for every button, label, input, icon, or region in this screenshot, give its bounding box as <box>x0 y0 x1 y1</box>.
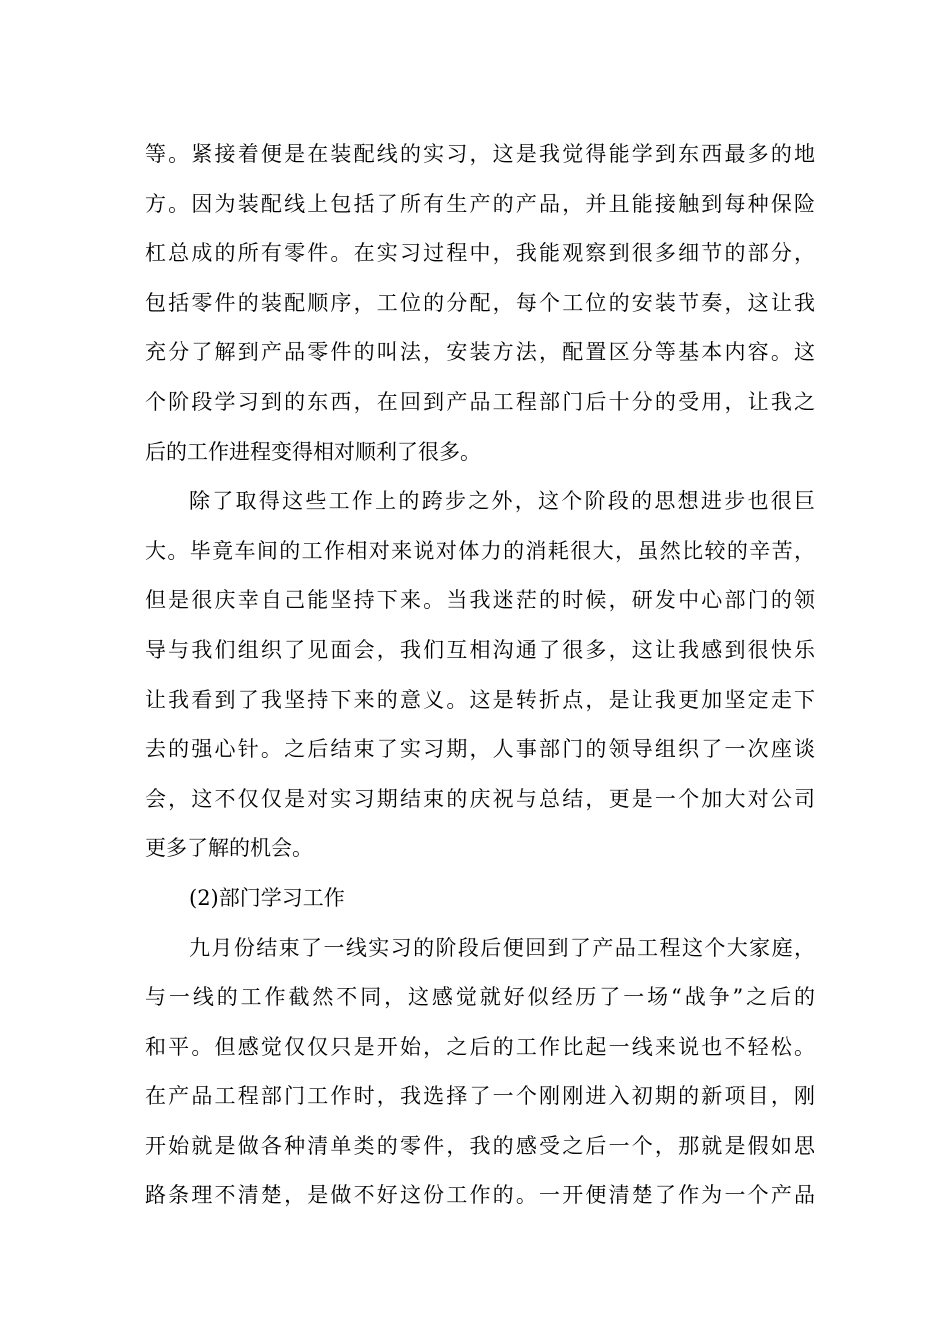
text-line: 去的强心针。之后结束了实习期，人事部门的领导组织了一次座谈 <box>145 737 815 762</box>
text-line: 后的工作进程变得相对顺利了很多。 <box>145 439 481 464</box>
text-line: 杠总成的所有零件。在实习过程中，我能观察到很多细节的部分， <box>145 241 815 266</box>
text-line: 等。紧接着便是在装配线的实习，这是我觉得能学到东西最多的地 <box>145 142 815 166</box>
text-line: 和平。但感觉仅仅只是开始，之后的工作比起一线来说也不轻松。 <box>145 1034 815 1059</box>
section-heading: (2)部门学习工作 <box>189 885 345 910</box>
paragraph-first-line: 除了取得这些工作上的跨步之外，这个阶段的思想进步也很巨 <box>189 489 815 514</box>
text-line: 但是很庆幸自己能坚持下来。当我迷茫的时候，研发中心部门的领 <box>145 588 815 613</box>
text-line: 充分了解到产品零件的叫法，安装方法，配置区分等基本内容。这 <box>145 340 815 365</box>
text-line: 方。因为装配线上包括了所有生产的产品，并且能接触到每种保险 <box>145 191 815 216</box>
text-line: 个阶段学习到的东西，在回到产品工程部门后十分的受用，让我之 <box>145 389 815 414</box>
text-line: 会，这不仅仅是对实习期结束的庆祝与总结，更是一个加大对公司 <box>145 786 815 811</box>
text-line: 路条理不清楚，是做不好这份工作的。一开便清楚了作为一个产品 <box>145 1183 815 1208</box>
paragraph-first-line: 九月份结束了一线实习的阶段后便回到了产品工程这个大家庭， <box>189 935 815 960</box>
text-line: 与一线的工作截然不同，这感觉就好似经历了一场“战争”之后的 <box>145 985 815 1010</box>
text-line: 让我看到了我坚持下来的意义。这是转折点，是让我更加坚定走下 <box>145 687 815 712</box>
text-line: 在产品工程部门工作时，我选择了一个刚刚进入初期的新项目，刚 <box>145 1084 815 1109</box>
body-text <box>145 130 815 1221</box>
text-line: 大。毕竟车间的工作相对来说对体力的消耗很大，虽然比较的辛苦， <box>145 538 815 563</box>
text-line: 更多了解的机会。 <box>145 836 313 861</box>
text-line: 包括零件的装配顺序，工位的分配，每个工位的安装节奏，这让我 <box>145 290 815 315</box>
text-line: 开始就是做各种清单类的零件，我的感受之后一个，那就是假如思 <box>145 1133 815 1158</box>
text-line: 导与我们组织了见面会，我们互相沟通了很多，这让我感到很快乐 <box>145 637 815 662</box>
